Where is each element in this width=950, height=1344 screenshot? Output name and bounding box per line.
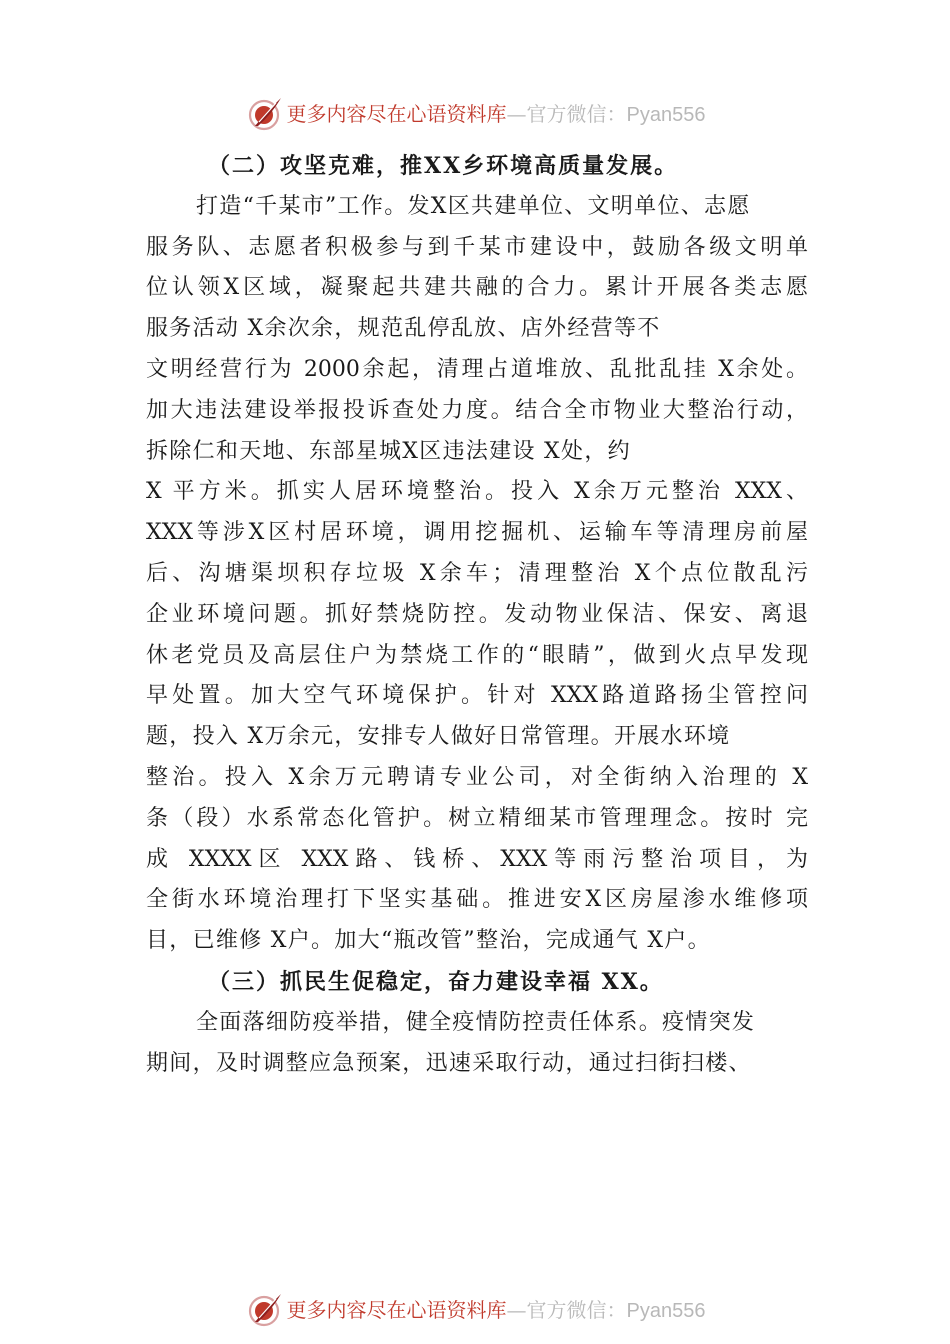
paragraph-line: 服务活动 X余次余，规范乱停乱放、店外经营等不 bbox=[146, 316, 661, 342]
paragraph-line: 位认领X区域，凝聚起共建共融的合力。累计开展各类志愿 bbox=[146, 275, 808, 301]
section-heading: （三）抓民生促稳定，奋力建设幸福 XX。 bbox=[208, 968, 664, 995]
paragraph-line: 拆除仁和天地、东部星城X区违法建设 X处，约 bbox=[146, 438, 631, 464]
banner-red-text: 更多内容尽在心语资料库 bbox=[286, 101, 507, 126]
paragraph-line: 全面落细防疫举措，健全疫情防控责任体系。疫情突发 bbox=[196, 1009, 756, 1035]
paragraph-line: 企业环境问题。抓好禁烧防控。发动物业保洁、保安、离退 bbox=[146, 601, 808, 627]
banner-wechat-id: Pyan556 bbox=[626, 103, 706, 126]
paragraph-line: 后、沟塘渠坝积存垃圾 X余车；清理整治 X个点位散乱污 bbox=[146, 560, 808, 586]
footer-watermark-banner bbox=[0, 1290, 950, 1330]
paragraph-line: 休老党员及高层住户为禁烧工作的“眼睛”，做到火点早发现 bbox=[146, 642, 808, 668]
paragraph-line: 全街水环境治理打下坚实基础。推进安X区房屋渗水维修项 bbox=[146, 887, 808, 913]
paragraph-line: 服务队、志愿者积极参与到千某市建设中，鼓励各级文明单 bbox=[146, 234, 808, 260]
paragraph-line: 文明经营行为 2000余起，清理占道堆放、乱批乱挂 X余处。 bbox=[146, 356, 808, 382]
paragraph-line: 条（段）水系常态化管护。树立精细某市管理理念。按时 完 bbox=[146, 805, 808, 831]
banner-wechat-id: Pyan556 bbox=[626, 1299, 706, 1322]
document-body bbox=[146, 146, 808, 1084]
banner-text bbox=[287, 94, 706, 135]
banner-gray-text: —官方微信： bbox=[506, 101, 627, 126]
banner-red-text: 更多内容尽在心语资料库 bbox=[286, 1297, 507, 1322]
paragraph-line: 早处置。加大空气环境保护。针对 XXX路道路扬尘管控问 bbox=[146, 683, 808, 709]
paragraph-line: 成 XXXX区 XXX路、钱桥、XXX等雨污整治项目，为 bbox=[146, 846, 808, 872]
paragraph-line: 打造“千某市”工作。发X区共建单位、文明单位、志愿 bbox=[196, 193, 751, 219]
section-heading: （二）攻坚克难，推XX乡环境高质量发展。 bbox=[208, 153, 679, 179]
paragraph-line: X 平方米。抓实人居环境整治。投入 X余万元整治 XXX、 bbox=[146, 479, 808, 505]
banner-gray-text: —官方微信： bbox=[506, 1297, 627, 1322]
quill-seal-icon bbox=[245, 1290, 285, 1330]
paragraph-line: 目，已维修 X户。加大“瓶改管”整治，完成通气 X户。 bbox=[146, 928, 711, 954]
paragraph-line: 加大违法建设举报投诉查处力度。结合全市物业大整治行动， bbox=[146, 397, 808, 423]
quill-seal-icon bbox=[245, 94, 285, 134]
paragraph-line: 题，投入 X万余元，安排专人做好日常管理。开展水环境 bbox=[146, 724, 731, 750]
banner-text bbox=[287, 1290, 706, 1331]
paragraph-line: XXX等涉X区村居环境，调用挖掘机、运输车等清理房前屋 bbox=[146, 520, 808, 546]
header-watermark-banner bbox=[0, 94, 950, 134]
paragraph-line: 整治。投入 X余万元聘请专业公司，对全街纳入治理的 X bbox=[146, 764, 808, 790]
paragraph-line: 期间，及时调整应急预案，迅速采取行动，通过扫街扫楼、 bbox=[146, 1050, 752, 1076]
